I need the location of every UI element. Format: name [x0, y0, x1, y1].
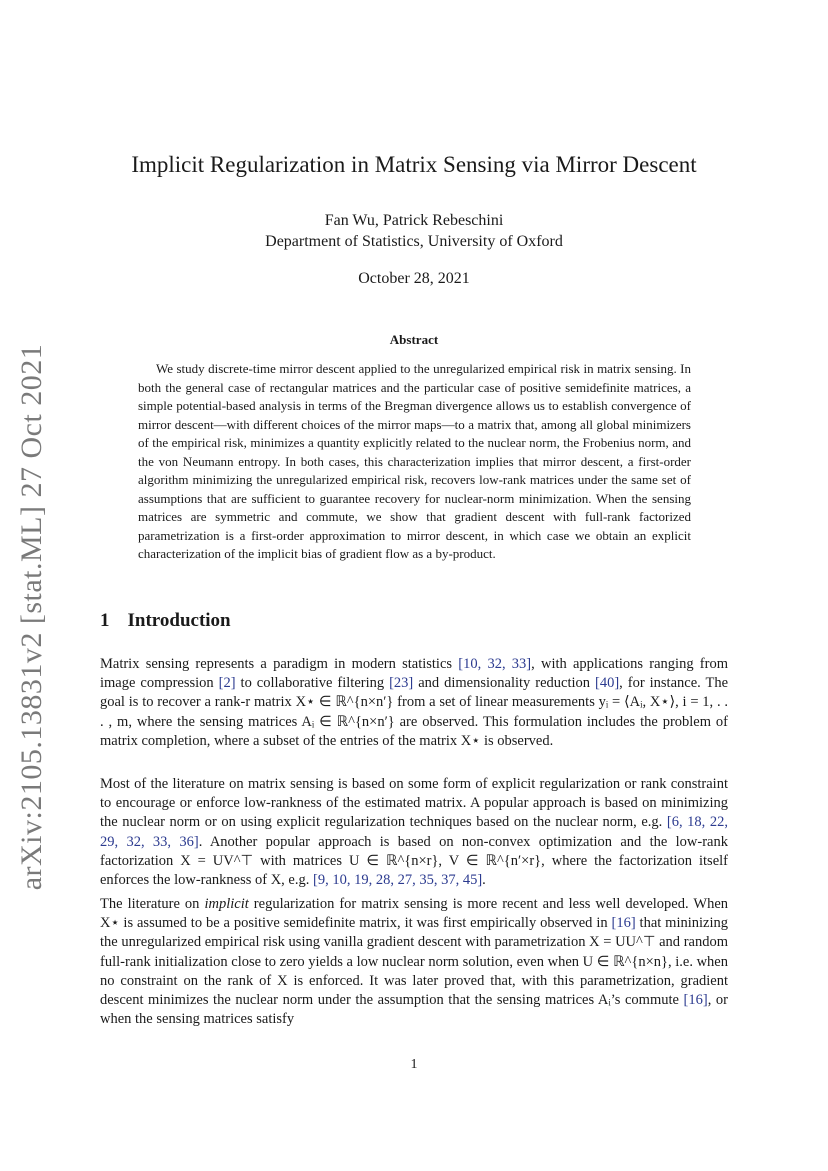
- text-run: , with applications ranging from image compression: [100, 656, 728, 692]
- paper-date: October 28, 2021: [358, 270, 470, 287]
- page-number: 1: [410, 1057, 418, 1072]
- citation-link[interactable]: [2]: [218, 675, 236, 692]
- citation-link[interactable]: [40]: [595, 675, 620, 692]
- text-run: .: [482, 872, 486, 889]
- citation-link[interactable]: [9, 10, 19, 28, 27, 35, 37, 45]: [313, 872, 483, 889]
- abstract-text: We study discrete-time mirror descent applied to the unregularized empirical risk in matrix sensing. In both the general case of rectangular matrices and the particular case of positive semidefinite matrices, a simple potential-based analysis in terms of the Bregman divergence allows us to establish convergence of mirror descent—with different choices of the mirror maps—to a matrix that, among all global minimizers of the empirical risk, minimizes a quantity explicitly related to the nuclear norm, the Frobenius norm, and the von Neumann entropy. In both cases, this characterization implies that mirror descent, a first-order algorithm minimizing the unregularized empirical risk, recovers low-rank matrices under the same set of assumptions that are sufficient to guarantee recovery for nuclear-norm minimization. When the sensing matrices are symmetric and commute, we show that gradient descent with full-rank factorized parametrization is a first-order approximation to mirror descent, in which case we obtain an explicit characterization of the implicit bias of gradient flow as a by-product.: [138, 361, 691, 561]
- text-run: The literature on: [100, 896, 205, 912]
- text-run: regularization for matrix sensing is more recent and less well developed. When X⋆ is assumed to be a positive semidefinite matrix, it was first empirically observed in: [100, 896, 729, 932]
- text-run: to collaborative filtering: [235, 675, 390, 692]
- author-names: Fan Wu, Patrick Rebeschini: [324, 212, 504, 229]
- citation-link[interactable]: [6, 18, 22, 29, 32, 33, 36]: [100, 814, 728, 850]
- text-run: and dimensionality reduction: [413, 675, 595, 692]
- arxiv-side-stamp: [14, 343, 50, 891]
- section-heading: [100, 610, 231, 632]
- citation-link[interactable]: [16]: [611, 915, 636, 932]
- text-run: . Another popular approach is based on non-convex optimization and the low-rank factorization X = UV^⊤ with matrices U ∈ ℝ^{n×r}, V ∈ ℝ^{n′×r}, where the factorization itself enforces the low-rankness of X, e.g.: [100, 833, 728, 889]
- intro-paragraph-3: [100, 895, 728, 1029]
- emphasis: implicit: [204, 896, 249, 912]
- section-title: Introduction: [127, 610, 231, 631]
- text-run: Most of the literature on matrix sensing is based on some form of explicit regularization or rank constraint to encourage or enforce low-rankness of the estimated matrix. A popular approach is based on minimizing the nuclear norm or on using explicit regularization techniques based on the nuclear norm, e.g.: [100, 776, 728, 831]
- affiliation: Department of Statistics, University of Oxford: [265, 233, 563, 250]
- text-run: Matrix sensing represents a paradigm in modern statistics: [100, 656, 459, 672]
- section-number: 1: [100, 610, 110, 631]
- paper-title: Implicit Regularization in Matrix Sensing via Mirror Descent: [131, 152, 697, 177]
- text-run: that mininizing the unregularized empirical risk using vanilla gradient descent with parametrization X = UU^⊤ and random full-rank initialization close to zero yields a low nuclear norm solution, even when U ∈ ℝ^{n×n}, i.e. when no constraint on the rank of X is enforced. It was later proved that, with this parametrization, gradient descent minimizes the nuclear norm under the assumption that the sensing matrices Aᵢ’s commute: [100, 915, 728, 1009]
- text-run: , or when the sensing matrices satisfy: [100, 992, 728, 1028]
- intro-paragraph-1: [100, 655, 728, 751]
- citation-link[interactable]: [23]: [389, 675, 414, 692]
- citation-link[interactable]: [16]: [683, 992, 708, 1009]
- citation-link[interactable]: [10, 32, 33]: [458, 656, 532, 672]
- intro-paragraph-2: [100, 775, 728, 890]
- author-block: [0, 210, 828, 252]
- arxiv-identifier: arXiv:2105.13831v2 [stat.ML] 27 Oct 2021: [15, 343, 48, 891]
- text-run: , for instance. The goal is to recover a rank-r matrix X⋆ ∈ ℝ^{n×n′} from a set of linear measurements yᵢ = ⟨Aᵢ, X⋆⟩, i = 1, . . . , m, where the sensing matrices Aᵢ ∈ ℝ^{n×n′} are observed. This formulation includes the problem of matrix completion, where a subset of the entries of the matrix X⋆ is observed.: [100, 675, 728, 749]
- abstract-heading: Abstract: [389, 332, 439, 347]
